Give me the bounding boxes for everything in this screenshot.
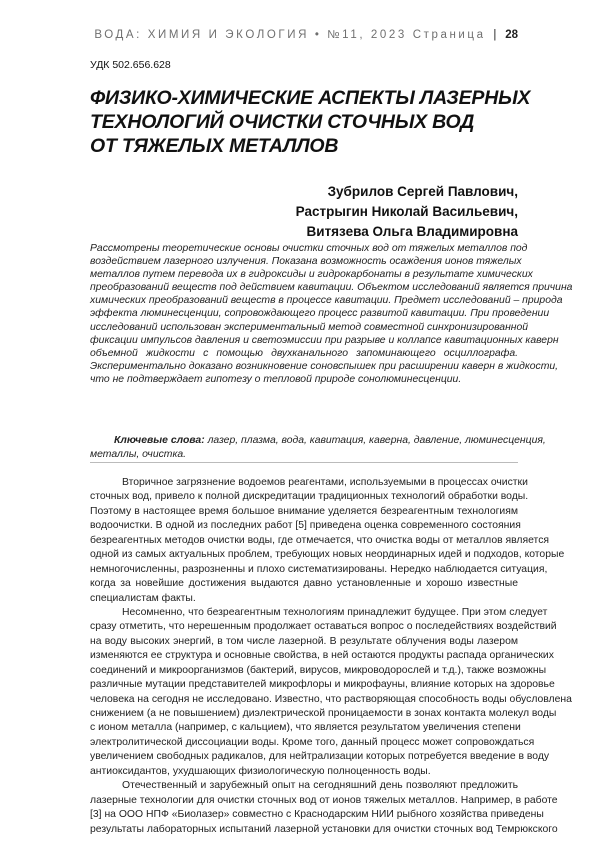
body-line: с ионом металла (например, с кальцием), что является результатом увеличения степени [90, 722, 521, 734]
body-line: соединений и микроорганизмов (бактерий, вирусов, микроводорослей и т.д.), также возможны [90, 664, 547, 676]
body-line: когда за новейшие достижения выдаются давно установленные и хорошо известные [90, 578, 518, 590]
body-line: [3] на ООО НПФ «Биолазер» совместно с Краснодарским НИИ рыбного хозяйства приведены [90, 809, 544, 821]
abstract [90, 242, 573, 386]
abstract-line: Экспериментально доказано возникновение соновспышек при расширении каверн в жидкости, [90, 360, 559, 372]
keywords [90, 434, 546, 461]
body-line: водоочистки. В одной из последних работ [5] приведена оценка современного состояния [90, 520, 521, 532]
abstract-line: преобразований веществ под действием кавитации. Объектом исследований является причина [90, 282, 573, 294]
abstract-line: исследований использован экспериментальный метод совместной синхронизированной [90, 321, 529, 333]
abstract-line: объемной жидкости с помощью двухканального запоминающего осциллографа. [90, 347, 518, 359]
abstract-line: воздействием лазерного излучения. Показана возможность осаждения ионов тяжелых [90, 256, 522, 268]
author-name: Растрыгин Николай Васильевич, [295, 204, 518, 219]
body-line: человека на сегодня не исследовано. Известно, что растворяющая способность воды обусловлена [90, 693, 572, 705]
keywords-line [90, 434, 546, 448]
keywords-text: лазер, плазма, вода, кавитация, каверна, давление, люминесценция, [207, 435, 546, 446]
article-title [90, 86, 530, 158]
abstract-line: фиксации импульсов давления и светоэмиссии при разрыве и коллапсе кавитационных каверн [90, 334, 559, 346]
title-line: ТЕХНОЛОГИЙ ОЧИСТКИ СТОЧНЫХ ВОД [90, 111, 475, 133]
body-line: Вторичное загрязнение водоемов реагентами, используемыми в процессах очистки [122, 477, 528, 488]
section-divider [90, 462, 518, 463]
header-separator: | [493, 29, 497, 41]
page-label: Страница [412, 29, 486, 41]
abstract-line: Рассмотрены теоретические основы очистки сточных вод от тяжелых металлов под [90, 243, 528, 254]
title-line: ОТ ТЯЖЕЛЫХ МЕТАЛЛОВ [90, 135, 339, 157]
abstract-line: металлов путем перевода их в гидроксиды и гидрокарбонаты в результате химических [90, 269, 533, 281]
body-line: безреагентных методов очистки воды, где отмечается, что очистка воды от металлов является [90, 534, 550, 546]
udc-code: УДК 502.656.628 [90, 59, 171, 71]
running-header [0, 29, 518, 41]
keywords-line: металлы, очистка. [90, 448, 187, 460]
body-line: Отечественный и зарубежный опыт на сегодняшний день позволяют предложить [122, 780, 518, 792]
abstract-line: химических преобразований веществ в процессе кавитации. Предмет исследований – природа [90, 295, 563, 307]
body-line: сразу отметить, что нерешенным продолжает оставаться вопрос о последействиях воздействий [90, 621, 557, 633]
author-name: Витязева Ольга Владимировна [306, 224, 518, 239]
body-line: одной из самых актуальных проблем, требующих новых неординарных идей и подходов, которые [90, 549, 565, 561]
article-body [90, 476, 572, 837]
body-line: лазерные технологии для очистки сточных вод от ионов тяжелых металлов. Например, в работе [90, 794, 558, 806]
body-line: на воду высоких энергий, в том числе лазерной. В результате облучения воды лазером [90, 635, 518, 647]
title-line: ФИЗИКО-ХИМИЧЕСКИЕ АСПЕКТЫ ЛАЗЕРНЫХ [90, 87, 531, 109]
page-number: 28 [505, 29, 518, 41]
body-line: специалистам факты. [90, 592, 196, 604]
body-line: увеличением свободных радикалов, для нейтрализации которых потребуется введение в воду [90, 751, 550, 763]
body-line: антиоксидантов, ухудшающих физиологическую полноценность воды. [90, 765, 431, 777]
body-line: Поэтому в настоящее время большое внимание уделяется безреагентным технологиям [90, 505, 518, 517]
author-name: Зубрилов Сергей Павлович, [327, 184, 518, 199]
body-line: Несомненно, что безреагентным технологиям принадлежит будущее. При этом следует [122, 606, 548, 618]
journal-running-title: ВОДА: ХИМИЯ И ЭКОЛОГИЯ • №11, 2023 [94, 29, 407, 41]
keywords-label: Ключевые слова: [114, 435, 205, 446]
body-line: снижением (а не повышением) диэлектрической проницаемости в зонах контакта молекул воды [90, 708, 557, 719]
abstract-line: эффекта люминесценции, сопровождающего процесс развитой кавитации. При проведении [90, 308, 550, 320]
author-list [220, 182, 518, 242]
body-line: изменяются ее структура и основные свойства, в ней остаются продукты распада органических [90, 650, 554, 662]
body-line: электролитической диссоциации воды. Кроме того, данный процесс может сопровождаться [90, 736, 535, 748]
body-line: сточных вод, привело к полной дискредитации традиционных технологий обработки воды. [90, 491, 529, 503]
body-line: немногочисленны, разрозненны и плохо систематизированы. Нередко наблюдается ситуация, [90, 563, 548, 575]
abstract-line: что не подтверждает гипотезу о тепловой природе сонолюминесценции. [90, 373, 462, 385]
body-line: различные мутации представителей микрофлоры и микрофауны, влияние которых на здоровье [90, 679, 555, 691]
body-line: результаты лабораторных испытаний лазерной установки для очистки сточных вод Темрюкского [90, 823, 558, 835]
